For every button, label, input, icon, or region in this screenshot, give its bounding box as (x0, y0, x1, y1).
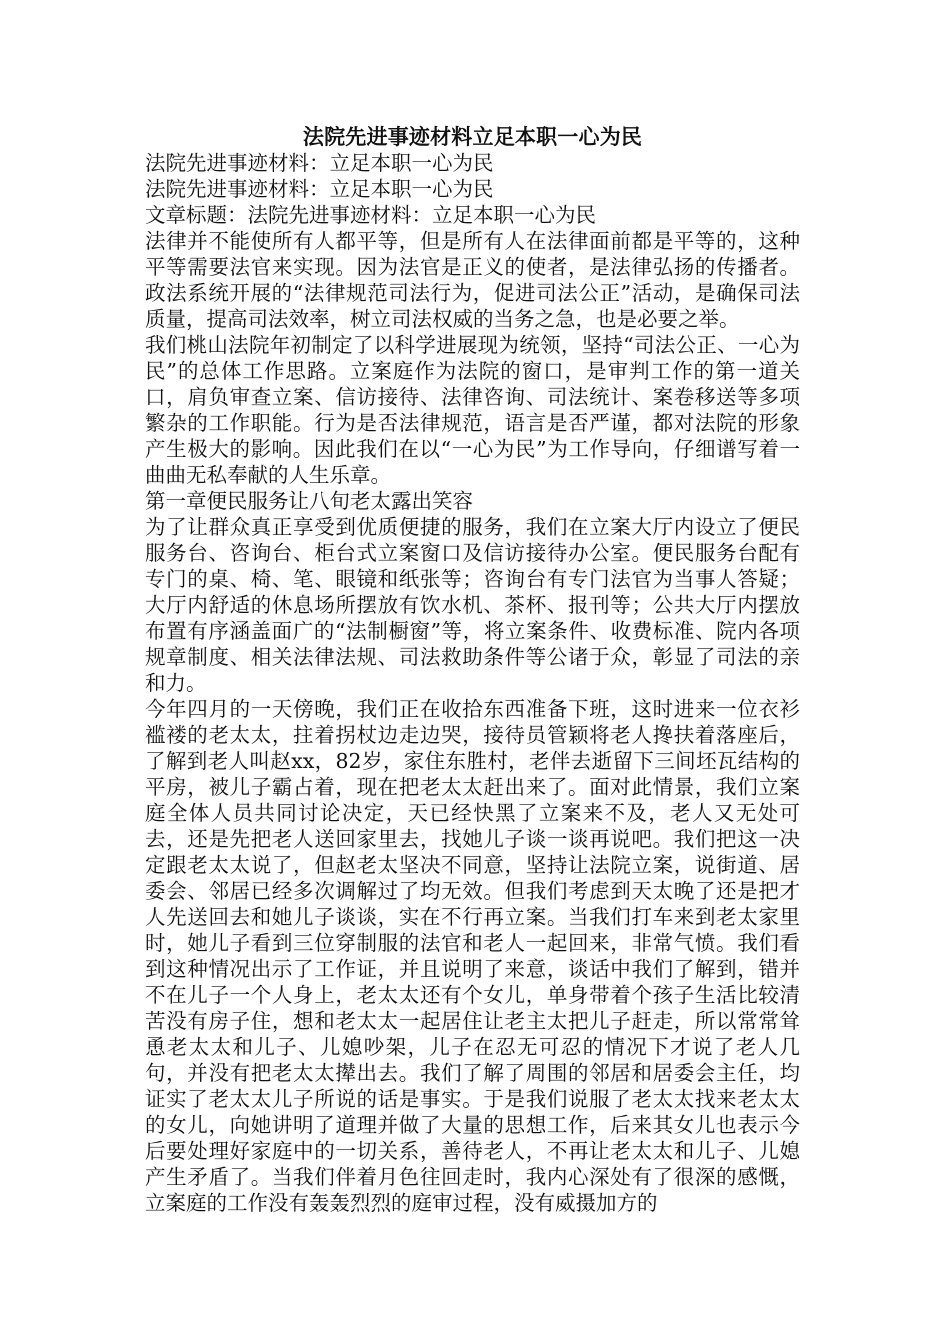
paragraph-service-hall: 为了让群众真正享受到优质便捷的服务，我们在立案大厅内设立了便民服务台、咨询台、柜台式立案窗口及信访接待办公室。便民服务台配有专门的桌、椅、笔、眼镜和纸张等；咨询台有专门法官为当事人答疑；大厅内舒适的休息场所摆放有饮水机、茶杯、报刊等；公共大厅内摆放布置有序涵盖面广的“法制橱窗”等，将立案条件、收费标准、院内各项规章制度、相关法律法规、司法救助条件等公诸于众，彰显了司法的亲和力。 (145, 515, 800, 695)
paragraph-intro: 法律并不能使所有人都平等，但是所有人在法律面前都是平等的，这种平等需要法官来实现。因为法官是正义的使者，是法律弘扬的传播者。政法系统开展的“法律规范司法行为，促进司法公正”活动，是确保司法质量，提高司法效率，树立司法权威的当务之急，也是必要之举。 (145, 229, 800, 331)
document-subtitle-repeat: 法院先进事迹材料：立足本职一心为民 (145, 177, 494, 201)
document-page (145, 123, 800, 1216)
paragraph-elderly-story: 今年四月的一天傍晚，我们正在收拾东西准备下班，这时进来一位衣衫褴褛的老太太，拄着拐杖边走边哭，接待员管颖将老人搀扶着落座后，了解到老人叫赵xx，82岁，家住东胜村，老伴去逝留下三间坯瓦结构的平房，被儿子霸占着，现在把老太太赶出来了。面对此情景，我们立案庭全体人员共同讨论决定，天已经快黑了立案来不及，老人又无处可去，还是先把老人送回家里去，找她儿子谈一谈再说吧。我们把这一决定跟老太太说了，但赵老太坚决不同意，坚持让法院立案，说街道、居委会、邻居已经多次调解过了均无效。但我们考虑到天太晚了还是把才人先送回去和她儿子谈谈，实在不行再立案。当我们打车来到老太家里时，她儿子看到三位穿制服的法官和老人一起回来，非常气愤。我们看到这种情况出示了工作证，并且说明了来意，谈话中我们了解到，错并不在儿子一个人身上，老太太还有个女儿，单身带着个孩子生活比较清苦没有房子住，想和老太太一起居住让老主太把儿子赶走，所以常常耸恿老太太和儿子、儿媳吵架，儿子在忍无可忍的情况下才说了老人几句，并没有把老太太撵出去。我们了解了周围的邻居和居委会主任，均证实了老太太儿子所说的话是事实。于是我们说服了老太太找来老太太的女儿，向她讲明了道理并做了大量的思想工作，后来其女儿也表示今后要处理好家庭中的一切关系，善待老人，不再让老太太和儿子、儿媳产生矛盾了。当我们伴着月色往回走时，我内心深处有了很深的感慨，立案庭的工作没有轰轰烈烈的庭审过程，没有威摄加方的 (145, 697, 800, 1215)
article-title-line: 文章标题：法院先进事迹材料：立足本职一心为民 (145, 203, 596, 227)
chapter-heading: 第一章便民服务让八旬老太露出笑容 (145, 489, 473, 513)
paragraph-court-overview: 我们桃山法院年初制定了以科学进展现为统领，坚持“司法公正、一心为民”的总体工作思路。立案庭作为法院的窗口，是审判工作的第一道关口，肩负审查立案、信访接待、法律咨询、司法统计、案卷移送等多项繁杂的工作职能。行为是否法律规范，语言是否严谨，都对法院的形象产生极大的影响。因此我们在以“一心为民”为工作导向，仔细谱写着一曲曲无私奉献的人生乐章。 (145, 333, 800, 487)
document-title: 法院先进事迹材料立足本职一心为民 (302, 124, 643, 149)
document-subtitle: 法院先进事迹材料：立足本职一心为民 (145, 151, 494, 175)
